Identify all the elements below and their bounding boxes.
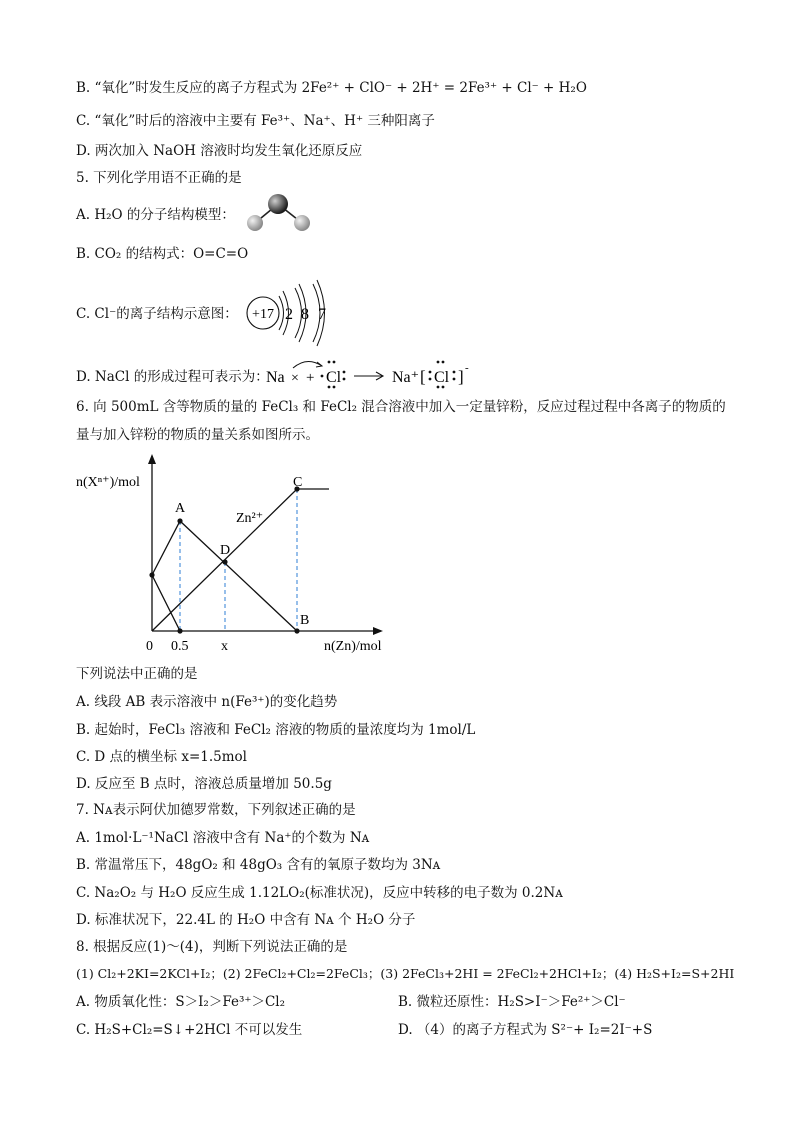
label-b: B: [300, 613, 310, 628]
q6-option-c: C. D 点的横坐标 x=1.5mol: [76, 749, 247, 765]
q5-option-c: C. Cl⁻的离子结构示意图：: [76, 306, 238, 322]
q6-stem-line1: 6. 向 500mL 含等物质的量的 FeCl₃ 和 FeCl₂ 混合溶液中加入一定量锌粉，反应过程过程中各离子的物质的: [76, 399, 726, 415]
q5-option-b: B. CO₂ 的结构式：O=C=O: [76, 246, 249, 262]
q8-option-a: A. 物质氧化性：S＞I₂＞Fe³⁺＞Cl₂: [76, 994, 286, 1010]
q5-option-d: D. NaCl 的形成过程可表示为：: [76, 369, 269, 385]
q8-stem: 8. 根据反应(1)～(4)，判断下列说法正确的是: [76, 939, 348, 955]
q7-option-d: D. 标准状况下，22.4L 的 H₂O 中含有 Nᴀ 个 H₂O 分子: [76, 912, 416, 928]
fe3-curve: [152, 575, 180, 631]
q5-option-a: A. H₂O 的分子结构模型：: [76, 207, 235, 223]
q4-option-d: D. 两次加入 NaOH 溶液时均发生氧化还原反应: [76, 143, 363, 159]
na-electron-cross: ×: [291, 371, 299, 386]
origin-label: 0: [146, 639, 153, 654]
product-cl: Cl: [434, 369, 450, 386]
bracket-close: ]: [458, 367, 464, 386]
shell-2-electrons: 8: [301, 306, 309, 323]
q4-option-b: B. “氧化”时发生反应的离子方程式为 2Fe²⁺ + ClO⁻ + 2H⁺ = 2Fe³⁺ + Cl⁻ + H₂O: [76, 80, 587, 96]
reactant-cl: Cl: [326, 369, 342, 386]
label-a: A: [175, 501, 186, 516]
product-na-ion: Na⁺: [392, 369, 420, 386]
q5-stem: 5. 下列化学用语不正确的是: [76, 170, 242, 186]
water-molecule-model-icon: [238, 192, 318, 236]
q7-stem: 7. Nᴀ表示阿伏加德罗常数，下列叙述正确的是: [76, 802, 356, 818]
q7-option-a: A. 1mol·L⁻¹NaCl 溶液中含有 Na⁺的个数为 Nᴀ: [76, 830, 370, 846]
charge-minus: -: [465, 362, 469, 374]
point-fe3-zero: [177, 628, 182, 633]
q7-option-b: B. 常温常压下，48gO₂ 和 48gO₃ 含有的氧原子数均为 3Nᴀ: [76, 857, 441, 873]
x-axis-label: n(Zn)/mol: [324, 639, 382, 654]
point-d: [222, 559, 227, 564]
zinc-ion-graph: [76, 448, 406, 658]
q6-option-d: D. 反应至 B 点时，溶液总质量增加 50.5g: [76, 776, 332, 792]
bracket-open: [: [420, 367, 426, 386]
nucleus-charge: +17: [252, 307, 274, 322]
shell-1-electrons: 2: [285, 306, 293, 323]
start-point: [149, 572, 154, 577]
q6-option-b: B. 起始时，FeCl₃ 溶液和 FeCl₂ 溶液的物质的量浓度均为 1mol/L: [76, 722, 476, 738]
q8-option-d: D. （4）的离子方程式为 S²⁻+ I₂=2I⁻+S: [398, 1022, 653, 1038]
point-a: [177, 518, 182, 523]
q8-option-c: C. H₂S+Cl₂=S↓+2HCl 不可以发生: [76, 1022, 303, 1038]
q4-option-c: C. “氧化”时后的溶液中主要有 Fe³⁺、Na⁺、H⁺ 三种阳离子: [76, 113, 435, 129]
plus-sign: +: [306, 370, 315, 386]
q6-question: 下列说法中正确的是: [76, 666, 198, 682]
label-c: C: [293, 475, 303, 490]
point-b: [294, 628, 299, 633]
y-axis-label: n(Xⁿ⁺)/mol: [76, 475, 140, 490]
q7-option-c: C. Na₂O₂ 与 H₂O 反应生成 1.12LO₂(标准状况)，反应中转移的电子数为 0.2Nᴀ: [76, 885, 563, 901]
label-d: D: [220, 543, 231, 558]
tick-label-05: 0.5: [171, 639, 189, 654]
label-zn2: Zn²⁺: [236, 511, 264, 526]
chloride-ion-structure-diagram: [242, 278, 342, 348]
q6-option-a: A. 线段 AB 表示溶液中 n(Fe³⁺)的变化趋势: [76, 694, 338, 710]
q8-option-b: B. 微粒还原性：H₂S>I⁻＞Fe²⁺＞Cl⁻: [398, 994, 626, 1010]
q6-stem-line2: 量与加入锌粉的物质的量关系如图所示。: [76, 427, 319, 443]
q8-reactions: (1) Cl₂+2KI=2KCl+I₂；(2) 2FeCl₂+Cl₂=2FeCl₃；(3) 2FeCl₃+2HI = 2FeCl₂+2HCl+I₂；(4) H₂S+I₂=S+2HI: [76, 966, 735, 981]
tick-label-x: x: [221, 639, 228, 654]
shell-3-electrons: 7: [318, 306, 326, 323]
reactant-na: Na: [266, 369, 285, 386]
nacl-formation-diagram: [262, 354, 482, 394]
